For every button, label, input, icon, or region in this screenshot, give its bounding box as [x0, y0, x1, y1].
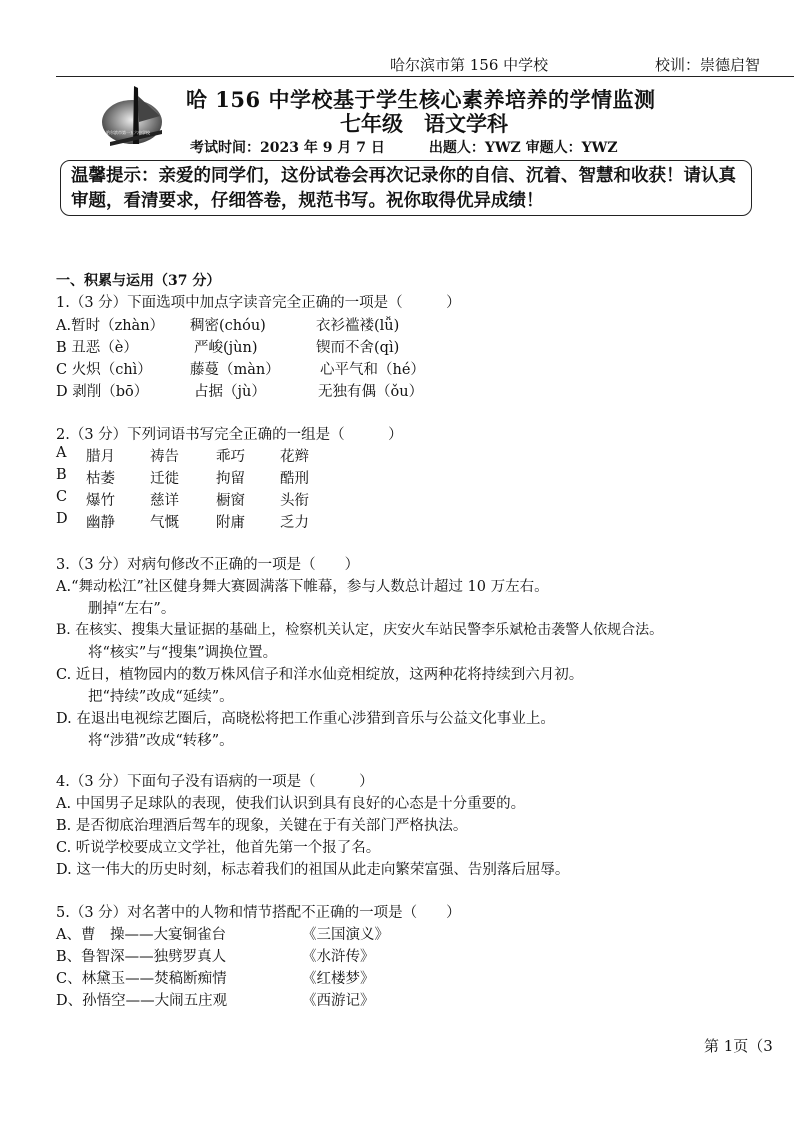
option-letter: D	[56, 511, 68, 527]
word-cell: 附庸	[216, 515, 245, 531]
school-logo	[98, 82, 170, 154]
question-3-option-d: D. 在退出电视综艺圈后，高晓松将把工作重心涉猎到音乐与公益文化事业上。	[56, 711, 555, 727]
option-cell: 锲而不舍(qì)	[316, 340, 400, 356]
word-cell: 气慨	[150, 515, 179, 531]
word-cell: 祷告	[150, 449, 179, 465]
page-number: 第 1页（3	[704, 1037, 773, 1055]
question-4-option-a: A. 中国男子足球队的表现，使我们认识到具有良好的心态是十分重要的。	[56, 796, 526, 812]
option-cell: D 剥削（bō）	[56, 384, 149, 400]
section-heading: 一、积累与运用（37 分）	[56, 273, 221, 289]
book-cell: 《西游记》	[302, 993, 375, 1009]
word-cell: 慈详	[150, 493, 179, 509]
word-cell: 腊月	[86, 449, 115, 465]
logo-text: 哈尔滨市第一五六中学校	[106, 130, 150, 135]
question-3-option-b: B. 在核实、搜集大量证据的基础上，检察机关认定，庆安火车站民警李乐斌枪击袭警人依规合法。	[56, 622, 664, 638]
option-cell: 严峻(jùn)	[194, 340, 258, 356]
exam-time: 考试时间：2023 年 9 月 7 日	[190, 140, 385, 156]
question-3-option-d-fix: 将“涉猎”改成“转移”。	[88, 733, 234, 749]
word-cell: 乖巧	[216, 449, 245, 465]
word-cell: 花辫	[280, 449, 309, 465]
match-cell: D、孙悟空——大闹五庄观	[56, 993, 228, 1009]
exam-title: 哈 156 中学校基于学生核心素养培养的学情监测	[186, 87, 656, 112]
book-cell: 《水浒传》	[302, 949, 375, 965]
question-4-option-b: B. 是否彻底治理酒后驾车的现象，关键在于有关部门严格执法。	[56, 818, 468, 834]
option-cell: 藤蔓（màn）	[190, 362, 280, 378]
option-letter: A	[56, 445, 67, 461]
question-3-option-c: C. 近日，植物园内的数万株风信子和洋水仙竞相绽放，这两种花将持续到六月初。	[56, 667, 584, 683]
header-divider	[56, 76, 794, 77]
option-letter: B	[56, 467, 67, 483]
question-4-stem: 4.（3 分）下面句子没有语病的一项是（ ）	[56, 774, 374, 790]
exam-authors: 出题人：YWZ 审题人：YWZ	[428, 140, 618, 156]
option-letter: C	[56, 489, 68, 505]
option-cell: 占据（jù）	[194, 384, 266, 400]
option-cell: 无独有偶（ǒu）	[318, 384, 424, 400]
match-cell: B、鲁智深——独劈罗真人	[56, 949, 227, 965]
book-cell: 《三国演义》	[302, 927, 389, 943]
word-cell: 迁徙	[150, 471, 179, 487]
exam-subtitle: 七年级 语文学科	[340, 111, 508, 136]
question-3-option-a: A.“舞动松江”社区健身舞大赛圆满落下帷幕，参与人数总计超过 10 万左右。	[56, 579, 549, 595]
word-cell: 幽静	[86, 515, 115, 531]
option-cell: B 丑恶（è）	[56, 340, 138, 356]
word-cell: 乏力	[280, 515, 309, 531]
word-cell: 橱窗	[216, 493, 245, 509]
match-cell: C、林黛玉——焚稿断痴情	[56, 971, 227, 987]
match-cell: A、曹 操——大宴铜雀台	[56, 927, 226, 943]
question-3-stem: 3.（3 分）对病句修改不正确的一项是（ ）	[56, 557, 360, 573]
word-cell: 枯萎	[86, 471, 115, 487]
option-cell: A.暂时（zhàn）	[56, 318, 165, 334]
question-5-stem: 5.（3 分）对名著中的人物和情节搭配不正确的一项是（ ）	[56, 905, 461, 921]
question-1-stem: 1.（3 分）下面选项中加点字读音完全正确的一项是（ ）	[56, 295, 461, 311]
question-4-option-d: D. 这一伟大的历史时刻，标志着我们的祖国从此走向繁荣富强、告别落后屈辱。	[56, 862, 570, 878]
word-cell: 头衔	[280, 493, 309, 509]
word-cell: 爆竹	[86, 493, 115, 509]
question-4-option-c: C. 听说学校要成立文学社，他首先第一个报了名。	[56, 840, 381, 856]
option-cell: 心平气和（hé）	[320, 362, 425, 378]
word-cell: 酷刑	[280, 471, 309, 487]
option-cell: C 火炽（chì）	[56, 362, 152, 378]
question-3-option-a-fix: 删掉“左右”。	[88, 601, 176, 617]
notice-box: 温馨提示：亲爱的同学们，这份试卷会再次记录你的自信、沉着、智慧和收获！请认真审题，看清要求，仔细答卷，规范书写。祝你取得优异成绩！	[60, 160, 752, 216]
question-2-stem: 2.（3 分）下列词语书写完全正确的一组是（ ）	[56, 427, 403, 443]
option-cell: 衣衫褴褛(lǚ)	[316, 318, 400, 334]
school-motto: 校训：崇德启智	[655, 56, 761, 74]
question-3-option-c-fix: 把“持续”改成“延续”。	[88, 689, 234, 705]
school-name: 哈尔滨市第 156 中学校	[390, 56, 549, 74]
option-cell: 稠密(chóu)	[190, 318, 266, 334]
word-cell: 拘留	[216, 471, 245, 487]
question-3-option-b-fix: 将“核实”与“搜集”调换位置。	[88, 645, 278, 661]
exam-meta	[190, 137, 618, 157]
book-cell: 《红楼梦》	[302, 971, 375, 987]
